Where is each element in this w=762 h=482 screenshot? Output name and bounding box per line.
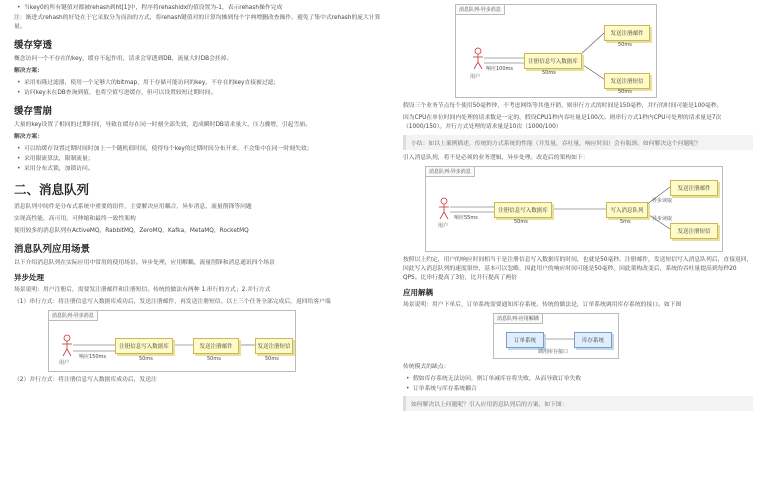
user-label: 用户 xyxy=(59,360,70,366)
rehash-note: 注：渐进式rehash的好处在于它采取分为而治的方式，将rehash键值对的计算均摊到每个字典增删改查操作，避免了集中式rehash的庞大计算量。 xyxy=(14,15,381,30)
mq-async-diagram xyxy=(425,166,723,252)
decouple-heading: 应用解耦 xyxy=(403,288,433,297)
db-write-box: 注册信息写入数据库 xyxy=(115,338,173,354)
send-email-box: 发送注册邮件 xyxy=(670,180,718,196)
mq-result-paragraph: 按照以上约定，用户的响应时间相当于是注册信息写入数据库的时间，也就是50毫秒。注册邮件，发送短信写入消息队列后，直接返回，因此写入消息队列的速度很快，基本可以忽略，因此用户的响应时间可能是50毫秒。因此架构改变后，系统的吞吐量提高到每秒20 QPS。比串行提高了3倍，比并行提高了两倍 xyxy=(403,257,753,281)
parallel-diagram xyxy=(455,4,657,98)
list-item: • 可以给缓存设置过期时间时加上一个随机值时间，使得每个key的过期时间分布开来，不会集中在同一时刻失效； xyxy=(14,145,384,154)
send-sms-box: 发送注册短信 xyxy=(670,223,718,239)
send-email-box: 发送注册邮件 xyxy=(604,25,650,41)
diagram-title: 消息队列-异步消息 xyxy=(456,5,505,15)
send-email-box: 发送注册邮件 xyxy=(193,338,239,354)
solution-tip: 如何解决以上问题呢？引入应用消息队列后的方案，如下图： xyxy=(403,396,753,411)
avalanche-solution-label: 解决方案： xyxy=(14,134,43,140)
time-label: 50ms xyxy=(514,219,528,225)
write-mq-box: 写入消息队列 xyxy=(606,202,648,218)
list-item: • 订单系统与库存系统耦合 xyxy=(403,385,753,394)
decouple-diagram xyxy=(493,313,619,359)
list-item: • 访问key未在DB查询到值，也将空值写进缓存，但可以设置较短过期时间。 xyxy=(14,89,384,98)
time-label: 50ms xyxy=(265,356,279,362)
user-label: 用户 xyxy=(438,223,449,229)
introduce-mq-paragraph: 引入消息队列，将不是必须的业务逻辑，异步处理。改造后的架构如下： xyxy=(403,155,589,161)
async-read-label: 异步读取 xyxy=(652,198,673,204)
diagram-title: 消息队列-异步消息 xyxy=(426,167,475,177)
diagram-title: 消息队列-应用解耦 xyxy=(494,314,543,324)
time-label: 50ms xyxy=(618,42,632,48)
async-desc: 场景说明：用户注册后，需要发注册邮件和注册短信。传统的做法有两种 1.串行的方式；2.并行方式 xyxy=(14,287,271,293)
scene-heading: 消息队列应用场景 xyxy=(14,244,91,255)
cpu-paragraph: 因为CPU在单位时间内处理的请求数是一定的，假设CPU1秒内吞吐量是100次。则串行方式1秒内CPU可处理的请求量是7次（1000/150）。并行方式处理的请求量是10次（1000/100） xyxy=(403,115,722,130)
call-label: 调用库存接口 xyxy=(538,349,569,355)
order-system-box: 订单系统 xyxy=(506,332,544,348)
serial-desc: （1）串行方式：将注册信息写入数据库成功后，发送注册邮件，再发送注册短信。以上三个任务全部完成后，返回给客户端 xyxy=(14,299,331,305)
db-write-box: 注册信息写入数据库 xyxy=(524,53,582,69)
diagram-title: 消息队列-异步消息 xyxy=(49,311,98,321)
list-item: • 采用布隆过滤器，使用一个足够大的bitmap，用于存储可能访问的key，不存在的key直接被过滤； xyxy=(14,79,384,88)
mq-heading: 二、消息队列 xyxy=(14,182,90,197)
response-label: 响应150ms xyxy=(79,354,107,360)
serial-diagram xyxy=(48,310,296,372)
shortcoming-label: 传统模式的缺点： xyxy=(403,364,450,370)
mq-desc-1: 消息队列中间件是分布式系统中重要的组件，主要解决应用耦合，异步消息，流量削锋等问题 xyxy=(14,204,252,210)
time-label: 50ms xyxy=(207,356,221,362)
time-label: 50ms xyxy=(139,356,153,362)
penetration-solution-label: 解决方案： xyxy=(14,68,43,74)
mq-desc-2: 实现高性能，高可用，可伸缩和最终一致性架构 xyxy=(14,216,136,222)
async-heading: 异步处理 xyxy=(14,273,44,282)
time-label: 50ms xyxy=(618,89,632,95)
user-label: 用户 xyxy=(470,74,481,80)
async-read-label: 异步读取 xyxy=(652,216,673,222)
send-sms-box: 发送注册短信 xyxy=(604,73,650,89)
summary-tip: 小结：如以上案例描述，传统的方式系统的性能（并发量，吞吐量，响应时间）会有瓶颈。如何解决这个问题呢？ xyxy=(403,135,753,150)
avalanche-heading: 缓存雪崩 xyxy=(14,106,53,117)
parallel-desc: （2）并行方式：将注册信息写入数据库成功后，发送注 xyxy=(14,377,157,383)
scene-desc: 以下介绍消息队列在实际应用中常用的使用场景。异步处理，应用解耦，流量削锋和消息通讯四个场景 xyxy=(14,260,275,266)
penetration-heading: 缓存穿透 xyxy=(14,40,53,51)
list-item: • 假如库存系统无法访问，则订单减库存将失败，从而导致订单失败 xyxy=(403,375,753,384)
timing-paragraph: 假设三个业务节点每个使用50毫秒钟，不考虑网络等其他开销，则串行方式的时间是150毫秒，并行的时间可能是100毫秒。 xyxy=(403,103,723,109)
time-label: 5ms xyxy=(620,219,631,225)
avalanche-desc: 大量的key设置了相同的过期时间，导致在缓存在同一时刻全部失效，造成瞬时DB请求量大、压力骤增，引起雪崩。 xyxy=(14,122,311,128)
response-label: 响应55ms xyxy=(454,215,478,221)
rehash-complete-item: • 当key0的所有键值对都被rehash到ht[1]中，程序将rehashidx的值设置为-1，表示rehash操作完成 xyxy=(14,4,384,13)
right-column xyxy=(403,0,753,415)
list-item: • 采用分布式锁，加锁访问。 xyxy=(14,165,384,174)
mq-desc-3: 使用较多的消息队列有ActiveMQ，RabbitMQ，ZeroMQ，Kafka，MetaMQ，RocketMQ xyxy=(14,228,249,234)
decouple-desc: 场景说明：用户下单后，订单系统需要通知库存系统。传统的做法是，订单系统调用库存系统的接口。如下图 xyxy=(403,302,682,308)
left-column xyxy=(14,0,384,388)
list-item: • 采用限流算法，限制流量； xyxy=(14,155,384,164)
time-label: 50ms xyxy=(542,70,556,76)
db-write-box: 注册信息写入数据库 xyxy=(494,202,552,218)
inventory-system-box: 库存系统 xyxy=(574,332,612,348)
response-label: 响应100ms xyxy=(486,66,514,72)
send-sms-box: 发送注册短信 xyxy=(255,338,293,354)
penetration-desc: 概念访问一个不存在的key，缓存不起作用，请求会穿透到DB，流量大时DB会挂掉。 xyxy=(14,56,233,62)
